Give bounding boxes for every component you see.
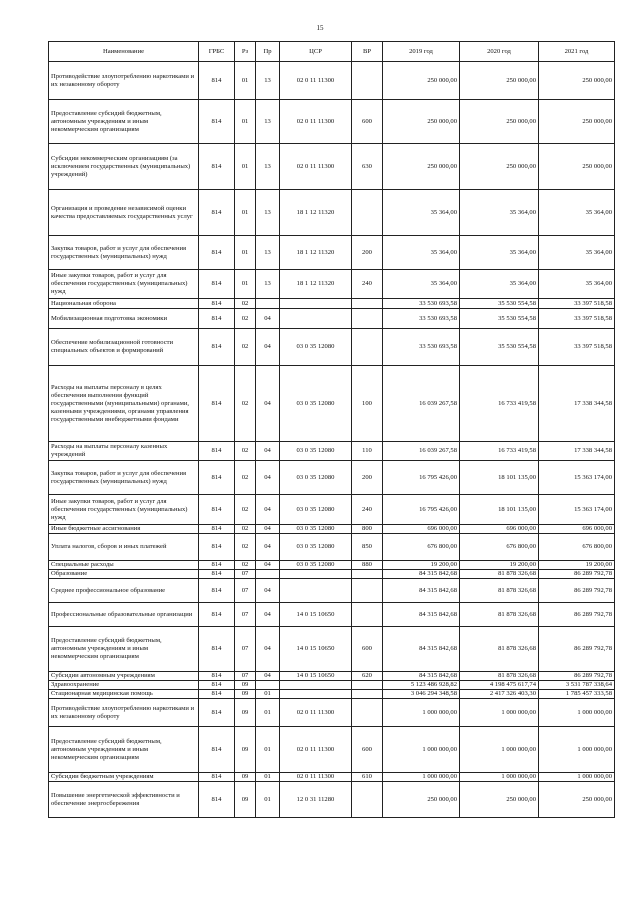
- budget-table: [48, 41, 615, 818]
- cell-2021: 17 338 344,58: [539, 442, 615, 461]
- table-row: [49, 681, 615, 690]
- cell-2019: 33 530 693,58: [383, 309, 460, 329]
- cell-2021: 1 000 000,00: [539, 699, 615, 727]
- cell-2021: 86 289 792,78: [539, 627, 615, 672]
- header-pr: Пр: [256, 42, 280, 62]
- cell-csr: 02 0 11 11300: [280, 727, 352, 773]
- cell-rz: 09: [235, 699, 256, 727]
- cell-grbs: 814: [199, 100, 235, 144]
- cell-csr: 02 0 11 11300: [280, 773, 352, 782]
- cell-2021: 33 397 518,58: [539, 309, 615, 329]
- cell-2021: 1 000 000,00: [539, 727, 615, 773]
- cell-2019: 84 315 842,68: [383, 603, 460, 627]
- header-name: Наименование: [49, 42, 199, 62]
- cell-csr: 18 1 12 11320: [280, 270, 352, 299]
- table-row: [49, 627, 615, 672]
- cell-csr: 03 0 35 12080: [280, 495, 352, 525]
- cell-2021: 35 364,00: [539, 270, 615, 299]
- cell-vr: 200: [352, 461, 383, 495]
- cell-rz: 02: [235, 442, 256, 461]
- cell-name: Иные закупки товаров, работ и услуг для обеспечения государственных (муниципальных) нужд: [49, 270, 199, 299]
- cell-2020: 250 000,00: [460, 62, 539, 100]
- cell-pr: 04: [256, 366, 280, 442]
- cell-2020: 81 878 326,68: [460, 570, 539, 579]
- cell-2020: 35 364,00: [460, 270, 539, 299]
- cell-grbs: 814: [199, 495, 235, 525]
- cell-2020: 250 000,00: [460, 782, 539, 818]
- cell-2019: 696 000,00: [383, 525, 460, 534]
- cell-vr: [352, 190, 383, 236]
- cell-2020: 35 364,00: [460, 236, 539, 270]
- cell-2020: 1 000 000,00: [460, 727, 539, 773]
- cell-name: Противодействие злоупотреблению наркотиками и их незаконному обороту: [49, 62, 199, 100]
- cell-vr: 800: [352, 525, 383, 534]
- cell-name: Повышение энергетической эффективности и обеспечение энергосбережения: [49, 782, 199, 818]
- cell-rz: 02: [235, 495, 256, 525]
- cell-2019: 1 000 000,00: [383, 699, 460, 727]
- cell-pr: 01: [256, 727, 280, 773]
- cell-2019: 84 315 842,68: [383, 579, 460, 603]
- cell-name: Иные бюджетные ассигнования: [49, 525, 199, 534]
- table-row: [49, 366, 615, 442]
- table-row: [49, 495, 615, 525]
- cell-grbs: 814: [199, 603, 235, 627]
- cell-2019: 250 000,00: [383, 782, 460, 818]
- cell-grbs: 814: [199, 525, 235, 534]
- table-row: [49, 773, 615, 782]
- cell-vr: 600: [352, 627, 383, 672]
- cell-pr: [256, 681, 280, 690]
- cell-vr: 600: [352, 727, 383, 773]
- cell-grbs: 814: [199, 699, 235, 727]
- cell-2020: 18 101 135,00: [460, 461, 539, 495]
- cell-rz: 09: [235, 782, 256, 818]
- cell-2020: 35 530 554,58: [460, 329, 539, 366]
- table-body: [49, 62, 615, 818]
- cell-rz: 02: [235, 525, 256, 534]
- cell-rz: 07: [235, 603, 256, 627]
- cell-2021: 86 289 792,78: [539, 603, 615, 627]
- cell-name: Закупка товаров, работ и услуг для обеспечения государственных (муниципальных) нужд: [49, 461, 199, 495]
- cell-rz: 01: [235, 270, 256, 299]
- cell-vr: [352, 699, 383, 727]
- cell-2021: 33 397 518,58: [539, 299, 615, 309]
- cell-2020: 35 364,00: [460, 190, 539, 236]
- cell-vr: 880: [352, 561, 383, 570]
- cell-2019: 3 046 294 348,58: [383, 690, 460, 699]
- cell-2020: 1 000 000,00: [460, 699, 539, 727]
- cell-2021: 250 000,00: [539, 782, 615, 818]
- cell-vr: [352, 782, 383, 818]
- table-row: [49, 570, 615, 579]
- cell-2020: 81 878 326,68: [460, 603, 539, 627]
- cell-2019: 5 123 486 928,82: [383, 681, 460, 690]
- cell-2020: 2 417 326 403,30: [460, 690, 539, 699]
- cell-2021: 33 397 518,58: [539, 329, 615, 366]
- cell-csr: [280, 570, 352, 579]
- cell-rz: 02: [235, 309, 256, 329]
- cell-pr: 13: [256, 144, 280, 190]
- cell-2021: 15 363 174,00: [539, 495, 615, 525]
- cell-vr: 240: [352, 270, 383, 299]
- cell-csr: 18 1 12 11320: [280, 190, 352, 236]
- cell-pr: 13: [256, 190, 280, 236]
- cell-grbs: 814: [199, 144, 235, 190]
- cell-pr: 04: [256, 309, 280, 329]
- cell-vr: [352, 329, 383, 366]
- cell-2019: 33 530 693,58: [383, 329, 460, 366]
- table-row: [49, 561, 615, 570]
- cell-name: Мобилизационная подготовка экономики: [49, 309, 199, 329]
- cell-vr: [352, 690, 383, 699]
- cell-vr: [352, 299, 383, 309]
- cell-pr: 01: [256, 782, 280, 818]
- cell-vr: 600: [352, 100, 383, 144]
- cell-grbs: 814: [199, 236, 235, 270]
- header-vr: ВР: [352, 42, 383, 62]
- cell-vr: 200: [352, 236, 383, 270]
- cell-csr: 12 0 31 11280: [280, 782, 352, 818]
- cell-rz: 01: [235, 236, 256, 270]
- cell-2021: 676 800,00: [539, 534, 615, 561]
- table-row: [49, 579, 615, 603]
- cell-2019: 84 315 842,68: [383, 627, 460, 672]
- cell-vr: 240: [352, 495, 383, 525]
- cell-pr: 04: [256, 579, 280, 603]
- cell-vr: [352, 579, 383, 603]
- cell-rz: 09: [235, 727, 256, 773]
- cell-2019: 19 200,00: [383, 561, 460, 570]
- table-row: [49, 270, 615, 299]
- cell-2019: 1 000 000,00: [383, 773, 460, 782]
- header-rz: Рз: [235, 42, 256, 62]
- table-row: [49, 525, 615, 534]
- cell-grbs: 814: [199, 190, 235, 236]
- cell-2020: 250 000,00: [460, 144, 539, 190]
- cell-pr: 13: [256, 236, 280, 270]
- table-row: [49, 461, 615, 495]
- cell-grbs: 814: [199, 681, 235, 690]
- header-2021: 2021 год: [539, 42, 615, 62]
- cell-csr: 03 0 35 12080: [280, 561, 352, 570]
- cell-rz: 02: [235, 329, 256, 366]
- cell-2020: 676 800,00: [460, 534, 539, 561]
- cell-vr: [352, 570, 383, 579]
- cell-2020: 4 198 475 617,74: [460, 681, 539, 690]
- cell-name: Уплата налогов, сборов и иных платежей: [49, 534, 199, 561]
- cell-2019: 35 364,00: [383, 190, 460, 236]
- cell-2019: 16 795 426,00: [383, 495, 460, 525]
- cell-2021: 696 000,00: [539, 525, 615, 534]
- cell-vr: 620: [352, 672, 383, 681]
- cell-rz: 09: [235, 773, 256, 782]
- cell-csr: 03 0 35 12080: [280, 461, 352, 495]
- table-row: [49, 672, 615, 681]
- cell-name: Закупка товаров, работ и услуг для обеспечения государственных (муниципальных) нужд: [49, 236, 199, 270]
- cell-pr: 13: [256, 62, 280, 100]
- cell-pr: 01: [256, 699, 280, 727]
- cell-2019: 84 315 842,68: [383, 570, 460, 579]
- cell-vr: [352, 681, 383, 690]
- cell-grbs: 814: [199, 672, 235, 681]
- table-row: [49, 329, 615, 366]
- cell-grbs: 814: [199, 570, 235, 579]
- cell-rz: 07: [235, 627, 256, 672]
- cell-name: Предоставление субсидий бюджетным, автономным учреждениям и иным некоммерческим организациям: [49, 627, 199, 672]
- cell-2019: 35 364,00: [383, 270, 460, 299]
- cell-name: Стационарная медицинская помощь: [49, 690, 199, 699]
- table-header-row: [49, 42, 615, 62]
- table-row: [49, 442, 615, 461]
- table-row: [49, 190, 615, 236]
- cell-pr: [256, 299, 280, 309]
- cell-vr: 610: [352, 773, 383, 782]
- cell-pr: 04: [256, 495, 280, 525]
- header-2020: 2020 год: [460, 42, 539, 62]
- cell-pr: 13: [256, 100, 280, 144]
- header-grbs: ГРБС: [199, 42, 235, 62]
- cell-2019: 16 039 267,58: [383, 366, 460, 442]
- cell-rz: 07: [235, 570, 256, 579]
- cell-name: Профессиональные образовательные организации: [49, 603, 199, 627]
- cell-2019: 33 530 693,58: [383, 299, 460, 309]
- cell-2020: 18 101 135,00: [460, 495, 539, 525]
- cell-pr: 01: [256, 690, 280, 699]
- cell-name: Иные закупки товаров, работ и услуг для обеспечения государственных (муниципальных) нужд: [49, 495, 199, 525]
- cell-rz: 02: [235, 534, 256, 561]
- cell-pr: 04: [256, 525, 280, 534]
- header-2019: 2019 год: [383, 42, 460, 62]
- cell-vr: 850: [352, 534, 383, 561]
- cell-2019: 1 000 000,00: [383, 727, 460, 773]
- cell-name: Среднее профессиональное образование: [49, 579, 199, 603]
- cell-name: Специальные расходы: [49, 561, 199, 570]
- cell-2019: 16 795 426,00: [383, 461, 460, 495]
- cell-2020: 81 878 326,68: [460, 627, 539, 672]
- cell-grbs: 814: [199, 309, 235, 329]
- table-row: [49, 309, 615, 329]
- cell-grbs: 814: [199, 329, 235, 366]
- cell-rz: 01: [235, 100, 256, 144]
- cell-2021: 19 200,00: [539, 561, 615, 570]
- cell-rz: 07: [235, 579, 256, 603]
- cell-pr: 04: [256, 603, 280, 627]
- cell-csr: 18 1 12 11320: [280, 236, 352, 270]
- table-row: [49, 100, 615, 144]
- cell-csr: 14 0 15 10650: [280, 627, 352, 672]
- cell-rz: 02: [235, 299, 256, 309]
- cell-2021: 1 785 457 333,58: [539, 690, 615, 699]
- cell-grbs: 814: [199, 534, 235, 561]
- cell-2019: 250 000,00: [383, 144, 460, 190]
- cell-rz: 02: [235, 461, 256, 495]
- cell-name: Предоставление субсидий бюджетным, автономным учреждениям и иным некоммерческим организациям: [49, 100, 199, 144]
- table-row: [49, 534, 615, 561]
- cell-name: Национальная оборона: [49, 299, 199, 309]
- table-row: [49, 62, 615, 100]
- cell-pr: 04: [256, 442, 280, 461]
- cell-pr: 04: [256, 561, 280, 570]
- cell-grbs: 814: [199, 270, 235, 299]
- cell-pr: [256, 570, 280, 579]
- table-row: [49, 144, 615, 190]
- cell-csr: 14 0 15 10650: [280, 603, 352, 627]
- page-number: 15: [316, 24, 324, 32]
- cell-2021: 15 363 174,00: [539, 461, 615, 495]
- cell-2021: 17 338 344,58: [539, 366, 615, 442]
- cell-2021: 35 364,00: [539, 190, 615, 236]
- cell-csr: [280, 579, 352, 603]
- cell-grbs: 814: [199, 442, 235, 461]
- cell-rz: 02: [235, 366, 256, 442]
- cell-csr: 02 0 11 11300: [280, 100, 352, 144]
- cell-2020: 19 200,00: [460, 561, 539, 570]
- cell-grbs: 814: [199, 690, 235, 699]
- cell-vr: [352, 309, 383, 329]
- cell-rz: 02: [235, 561, 256, 570]
- cell-2020: 16 733 419,58: [460, 442, 539, 461]
- cell-name: Расходы на выплаты персоналу казенных учреждений: [49, 442, 199, 461]
- cell-2019: 84 315 842,68: [383, 672, 460, 681]
- cell-pr: 04: [256, 534, 280, 561]
- cell-grbs: 814: [199, 461, 235, 495]
- cell-name: Здравоохранение: [49, 681, 199, 690]
- cell-2021: 250 000,00: [539, 144, 615, 190]
- cell-2019: 676 800,00: [383, 534, 460, 561]
- cell-rz: 07: [235, 672, 256, 681]
- cell-2020: 16 733 419,58: [460, 366, 539, 442]
- table-row: [49, 690, 615, 699]
- cell-name: Расходы на выплаты персоналу в целях обеспечения выполнения функций государственными (муниципальными) органами, казенными учреждениями, органами управления государственными внебюджетными фондами: [49, 366, 199, 442]
- cell-vr: 630: [352, 144, 383, 190]
- cell-vr: 100: [352, 366, 383, 442]
- cell-2020: 1 000 000,00: [460, 773, 539, 782]
- table-row: [49, 782, 615, 818]
- cell-name: Предоставление субсидий бюджетным, автономным учреждениям и иным некоммерческим организациям: [49, 727, 199, 773]
- table-row: [49, 603, 615, 627]
- cell-pr: 01: [256, 773, 280, 782]
- cell-pr: 04: [256, 329, 280, 366]
- cell-csr: 03 0 35 12080: [280, 366, 352, 442]
- cell-name: Субсидии некоммерческим организациям (за исключением государственных (муниципальных) учреждений): [49, 144, 199, 190]
- cell-name: Организация и проведение независимой оценки качества предоставляемых государственных услуг: [49, 190, 199, 236]
- cell-csr: [280, 681, 352, 690]
- cell-2021: 250 000,00: [539, 100, 615, 144]
- cell-name: Образование: [49, 570, 199, 579]
- cell-2019: 250 000,00: [383, 62, 460, 100]
- cell-pr: 04: [256, 627, 280, 672]
- cell-csr: 03 0 35 12080: [280, 534, 352, 561]
- cell-grbs: 814: [199, 579, 235, 603]
- cell-2020: 250 000,00: [460, 100, 539, 144]
- cell-2021: 3 531 787 338,64: [539, 681, 615, 690]
- cell-grbs: 814: [199, 782, 235, 818]
- cell-csr: 02 0 11 11300: [280, 699, 352, 727]
- cell-rz: 01: [235, 144, 256, 190]
- cell-grbs: 814: [199, 62, 235, 100]
- cell-2021: 86 289 792,78: [539, 579, 615, 603]
- cell-grbs: 814: [199, 727, 235, 773]
- cell-2020: 35 530 554,58: [460, 299, 539, 309]
- cell-2020: 696 000,00: [460, 525, 539, 534]
- cell-rz: 01: [235, 190, 256, 236]
- cell-grbs: 814: [199, 773, 235, 782]
- cell-2020: 81 878 326,68: [460, 672, 539, 681]
- cell-vr: [352, 603, 383, 627]
- cell-csr: 14 0 15 10650: [280, 672, 352, 681]
- cell-pr: 13: [256, 270, 280, 299]
- table-row: [49, 299, 615, 309]
- cell-grbs: 814: [199, 299, 235, 309]
- cell-2019: 250 000,00: [383, 100, 460, 144]
- cell-2021: 1 000 000,00: [539, 773, 615, 782]
- cell-2020: 81 878 326,68: [460, 579, 539, 603]
- header-csr: ЦСР: [280, 42, 352, 62]
- cell-grbs: 814: [199, 627, 235, 672]
- cell-rz: 01: [235, 62, 256, 100]
- table-row: [49, 236, 615, 270]
- cell-pr: 04: [256, 672, 280, 681]
- cell-2020: 35 530 554,58: [460, 309, 539, 329]
- cell-rz: 09: [235, 681, 256, 690]
- cell-csr: 02 0 11 11300: [280, 144, 352, 190]
- cell-grbs: 814: [199, 366, 235, 442]
- cell-vr: 110: [352, 442, 383, 461]
- cell-2021: 35 364,00: [539, 236, 615, 270]
- cell-csr: 03 0 35 12080: [280, 525, 352, 534]
- cell-csr: [280, 309, 352, 329]
- cell-csr: [280, 690, 352, 699]
- cell-name: Субсидии бюджетным учреждениям: [49, 773, 199, 782]
- cell-csr: 03 0 35 12080: [280, 329, 352, 366]
- table-row: [49, 699, 615, 727]
- cell-2021: 250 000,00: [539, 62, 615, 100]
- cell-vr: [352, 62, 383, 100]
- cell-csr: 02 0 11 11300: [280, 62, 352, 100]
- cell-pr: 04: [256, 461, 280, 495]
- cell-grbs: 814: [199, 561, 235, 570]
- cell-2019: 35 364,00: [383, 236, 460, 270]
- cell-name: Субсидии автономным учреждениям: [49, 672, 199, 681]
- cell-2021: 86 289 792,78: [539, 672, 615, 681]
- table-row: [49, 727, 615, 773]
- cell-csr: [280, 299, 352, 309]
- cell-2021: 86 289 792,78: [539, 570, 615, 579]
- cell-rz: 09: [235, 690, 256, 699]
- cell-name: Противодействие злоупотреблению наркотиками и их незаконному обороту: [49, 699, 199, 727]
- cell-csr: 03 0 35 12080: [280, 442, 352, 461]
- cell-name: Обеспечение мобилизационной готовности специальных объектов и формирований: [49, 329, 199, 366]
- cell-2019: 16 039 267,58: [383, 442, 460, 461]
